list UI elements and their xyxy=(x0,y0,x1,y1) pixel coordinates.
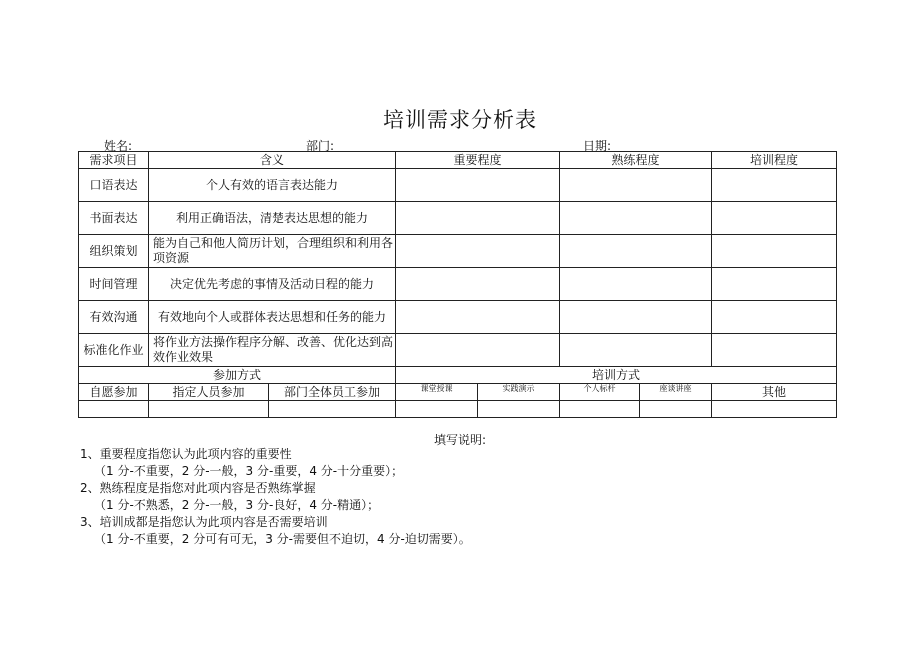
table-row xyxy=(79,169,837,202)
header-meaning: 含义 xyxy=(149,152,396,169)
row-item: 标准化作业 xyxy=(79,334,149,367)
method-options-row xyxy=(79,384,837,401)
row-item: 有效沟通 xyxy=(79,301,149,334)
training-input-cell[interactable] xyxy=(560,401,640,418)
training-level-cell[interactable] xyxy=(712,169,837,202)
notes-title: 填写说明: xyxy=(433,433,487,447)
row-item: 组织策划 xyxy=(79,235,149,268)
date-label: 日期: xyxy=(583,139,612,153)
note-scale: （1 分-不熟悉，2 分-一般，3 分-良好，4 分-精通）； xyxy=(94,498,380,512)
participation-option: 部门全体员工参加 xyxy=(269,384,396,401)
training-level-cell[interactable] xyxy=(712,235,837,268)
training-level-cell[interactable] xyxy=(712,334,837,367)
proficiency-cell[interactable] xyxy=(560,169,712,202)
method-header-row xyxy=(79,367,837,384)
table-row xyxy=(79,235,837,268)
page-title: 培训需求分析表 xyxy=(383,108,537,132)
notes-list xyxy=(80,446,471,548)
row-desc: 利用正确语法，清楚表达思想的能力 xyxy=(149,202,396,235)
header-importance: 重要程度 xyxy=(396,152,560,169)
table-row xyxy=(79,334,837,367)
header-training-level: 培训程度 xyxy=(712,152,837,169)
proficiency-cell[interactable] xyxy=(560,301,712,334)
importance-cell[interactable] xyxy=(396,301,560,334)
table-row xyxy=(79,202,837,235)
row-desc: 决定优先考虑的事情及活动日程的能力 xyxy=(149,268,396,301)
training-input-group xyxy=(396,401,560,418)
training-input-cell[interactable] xyxy=(396,401,478,417)
importance-cell[interactable] xyxy=(396,268,560,301)
training-level-cell[interactable] xyxy=(712,301,837,334)
participation-input-cell[interactable] xyxy=(149,401,269,418)
importance-cell[interactable] xyxy=(396,202,560,235)
training-input-cell[interactable] xyxy=(640,401,712,418)
row-desc: 能为自己和他人简历计划，合理组织和利用各项资源 xyxy=(149,235,396,268)
note-line: 1、重要程度指您认为此项内容的重要性 xyxy=(80,447,292,461)
dept-label: 部门: xyxy=(306,139,335,153)
row-desc: 有效地向个人或群体表达思想和任务的能力 xyxy=(149,301,396,334)
participation-input-cell[interactable] xyxy=(269,401,396,418)
importance-cell[interactable] xyxy=(396,334,560,367)
participation-input-cell[interactable] xyxy=(79,401,149,418)
training-input-cell[interactable] xyxy=(712,401,837,418)
training-option: 其他 xyxy=(712,384,837,401)
table-row xyxy=(79,301,837,334)
proficiency-cell[interactable] xyxy=(560,334,712,367)
row-item: 书面表达 xyxy=(79,202,149,235)
row-desc: 个人有效的语言表达能力 xyxy=(149,169,396,202)
name-label: 姓名: xyxy=(104,139,133,153)
importance-cell[interactable] xyxy=(396,235,560,268)
row-item: 口语表达 xyxy=(79,169,149,202)
proficiency-cell[interactable] xyxy=(560,235,712,268)
note-line: 2、熟练程度是指您对此项内容是否熟练掌握 xyxy=(80,481,316,495)
participation-label: 参加方式 xyxy=(79,367,396,384)
note-scale: （1 分-不重要，2 分可有可无，3 分-需要但不迫切，4 分-迫切需要）。 xyxy=(94,532,471,546)
note-scale: （1 分-不重要，2 分-一般，3 分-重要，4 分-十分重要）； xyxy=(94,464,404,478)
proficiency-cell[interactable] xyxy=(560,202,712,235)
training-level-cell[interactable] xyxy=(712,202,837,235)
header-proficiency: 熟练程度 xyxy=(560,152,712,169)
training-method-label: 培训方式 xyxy=(396,367,837,384)
training-option: 座谈讲座 xyxy=(640,384,712,401)
training-input-cell[interactable] xyxy=(478,401,559,417)
proficiency-cell[interactable] xyxy=(560,268,712,301)
header-item: 需求项目 xyxy=(79,152,149,169)
row-item: 时间管理 xyxy=(79,268,149,301)
note-line: 3、培训成都是指您认为此项内容是否需要培训 xyxy=(80,515,328,529)
row-desc: 将作业方法操作程序分解、改善、优化达到高效作业效果 xyxy=(149,334,396,367)
training-option-group xyxy=(396,384,560,401)
table-header-row xyxy=(79,152,837,169)
participation-option: 自愿参加 xyxy=(79,384,149,401)
needs-analysis-table xyxy=(78,151,837,418)
training-level-cell[interactable] xyxy=(712,268,837,301)
training-option: 课堂授课 xyxy=(396,384,478,400)
training-option: 个人标杆 xyxy=(560,384,640,401)
training-option: 实践演示 xyxy=(502,384,535,393)
importance-cell[interactable] xyxy=(396,169,560,202)
method-input-row xyxy=(79,401,837,418)
table-row xyxy=(79,268,837,301)
participation-option: 指定人员参加 xyxy=(149,384,269,401)
